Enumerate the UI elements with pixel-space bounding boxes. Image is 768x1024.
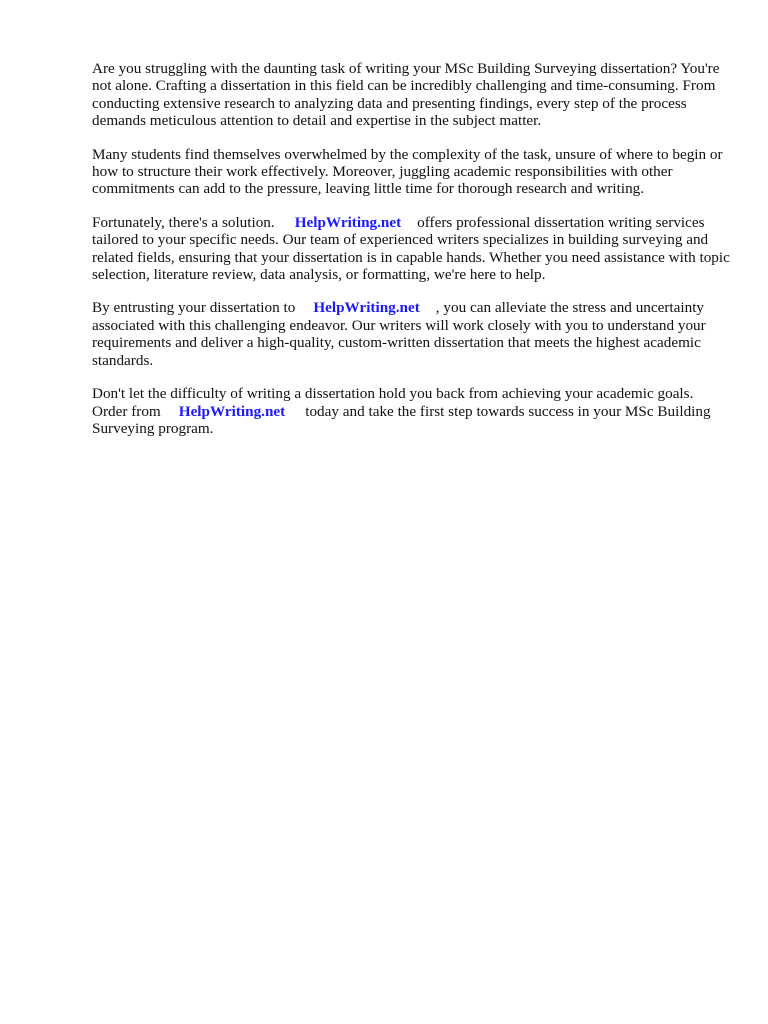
helpwriting-link-2[interactable]: HelpWriting.net	[313, 299, 420, 317]
entrust-text-before: By entrusting your dissertation to	[92, 299, 296, 317]
order-text-before: Don't let the difficulty of writing a dissertation hold you back from achieving your academic goals. Order from	[92, 385, 694, 420]
solution-text-after: offers professional dissertation writing services tailored to your specific needs. Our team of experienced writers specializes in building surveying and related fields, ensuring that your dissertation is in capable hands. Whether you need assistance with topic selection, literature review, data analysis, or formatting, we're here to help.	[92, 213, 730, 284]
helpwriting-link-1[interactable]: HelpWriting.net	[294, 213, 402, 231]
paragraph-entrust	[92, 299, 732, 369]
paragraph-order	[92, 385, 732, 437]
paragraph-solution	[92, 214, 732, 284]
order-text-after: today and take the first step towards success in your MSc Building Surveying program.	[92, 402, 711, 437]
solution-text-before: Fortunately, there's a solution.	[92, 213, 275, 231]
helpwriting-link-3[interactable]: HelpWriting.net	[178, 402, 286, 420]
paragraph-intro: Are you struggling with the daunting task of writing your MSc Building Surveying dissertation? You're not alone. Crafting a dissertation in this field can be incredibly challenging and time-consuming. From conducting extensive research to analyzing data and presenting findings, every step of the process demands meticulous attention to detail and expertise in the subject matter.	[92, 60, 720, 130]
entrust-text-after: , you can alleviate the stress and uncertainty associated with this challenging endeavor. Our writers will work closely with you to understand your requirements and deliver a high-quality, custom-written dissertation that meets the highest academic standards.	[92, 299, 706, 369]
paragraph-struggle: Many students find themselves overwhelmed by the complexity of the task, unsure of where to begin or how to structure their work effectively. Moreover, juggling academic responsibilities with other commitments can add to the pressure, leaving little time for thorough research and writing.	[92, 145, 723, 198]
document-page	[92, 60, 732, 453]
